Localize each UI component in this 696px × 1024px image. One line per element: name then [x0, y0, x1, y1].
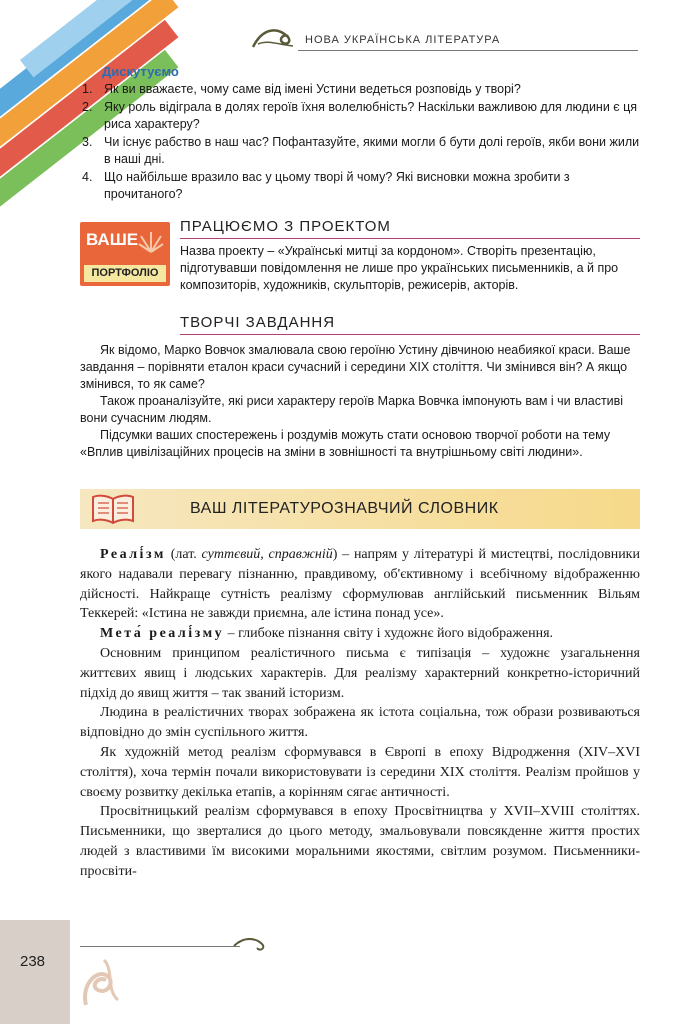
dictionary-paragraph: Як художній метод реалізм сформувався в Європі в епоху Відродження (XIV–XVI століття), хоча термін почали використовувати із середини XIX століття. Реалізм пройшов у своєму розвитку декілька етапів, а корінням сягає античності. — [80, 744, 640, 800]
dictionary-paragraph: Людина в реалістичних творах зображена як істота соціальна, тож образи розвиваються відповідно до змін суспільного життя. — [80, 705, 640, 741]
term-realism-goal: Мета́ реалі́зму — [100, 626, 225, 642]
portfolio-label-bottom: ПОРТФОЛІО — [84, 265, 166, 282]
running-header: НОВА УКРАЇНСЬКА ЛІТЕРАТУРА — [305, 34, 501, 46]
project-text: Назва проекту – «Українські митці за кордоном». Створіть презентацію, підготувавши повідомлення не лише про українських письменників, а й про композиторів, художників, скульпторів, режисерів, акторів. — [180, 244, 619, 292]
portfolio-label-top: ВАШЕ — [86, 230, 139, 249]
dictionary-banner — [80, 489, 640, 529]
creative-paragraph: Як відомо, Марко Вовчок змалювала свою героїню Устину дівчиною неабиякої краси. Ваше завдання – порівняти еталон краси сучасний і середини XIX століття. Чи змінився він? А якщо змінився, то як саме? — [80, 343, 631, 391]
dictionary-title: ВАШ ЛІТЕРАТУРОЗНАВЧИЙ СЛОВНИК — [190, 500, 499, 517]
decorative-swirl-icon — [76, 950, 126, 1010]
dictionary-paragraph: Основним принципом реалістичного письма є типізація – художнє узагальнення життєвих явищ і людських характерів. Для реалізму характерний конкретно-історичний підхід до явищ життя – так званий історизм. — [80, 645, 640, 701]
term-realism: Реалі́зм — [100, 547, 166, 562]
portfolio-badge — [80, 222, 170, 286]
discussion-heading: Дискутуємо — [102, 64, 179, 79]
sunburst-icon — [138, 228, 164, 254]
dictionary-body — [80, 545, 640, 882]
footer-flourish-icon — [232, 934, 272, 956]
margin-bar — [0, 920, 70, 1024]
creative-title: ТВОРЧІ ЗАВДАННЯ — [180, 314, 640, 335]
question-list — [82, 81, 642, 204]
open-book-icon — [90, 493, 136, 525]
list-item: 3. Чи існує рабство в наш час? Пофантазуйте, якими могли б бути долі героїв, якби вони жили в наші дні. — [82, 134, 640, 166]
creative-text — [80, 342, 640, 461]
creative-title-wrap — [180, 314, 640, 335]
creative-paragraph: Також проаналізуйте, які риси характеру героїв Марка Вовчка імпонують вам і чи властиві вони сучасним людям. — [80, 394, 624, 425]
discussion-section — [82, 64, 642, 204]
dictionary-paragraph: Реалі́зм (лат. суттєвий, справжній) – напрям у літературі й мистецтві, послідовники якого надавали перевагу пізнанню, правдивому, об'єктивному і всебічному відображенню дійсності. Найкраще сутність реалізму сформулював англійський письменник Вільям Теккерей: «Істина не завжди приємна, але істина понад усе». — [80, 547, 640, 622]
list-item: 1. Як ви вважаєте, чому саме від імені Устини ведеться розповідь у творі? — [82, 82, 521, 96]
dictionary-paragraph: Мета́ реалі́зму – глибоке пізнання світу і художнє його відображення. — [100, 626, 554, 642]
header-rule — [298, 50, 638, 51]
creative-paragraph: Підсумки ваших спостережень і роздумів можуть стати основою творчої роботи на тему «Вплив цивілізаційних процесів на зміни в зовнішності та внутрішньому світі людини». — [80, 428, 611, 459]
list-item: 4. Що найбільше вразило вас у цьому творі й чому? Які висновки можна зробити з прочитаного? — [82, 169, 570, 201]
dictionary-paragraph: Просвітницький реалізм сформувався в епоху Просвітництва у XVII–XVIII століттях. Письменники, що зверталися до цього методу, змальовували повсякденне життя простих людей з властивими їм високими моральними якостями, світлим розумом. Письменники-просвіти- — [80, 804, 640, 879]
project-title: ПРАЦЮЄМО З ПРОЕКТОМ — [180, 218, 640, 239]
page-number: 238 — [20, 953, 46, 970]
flourish-icon — [248, 22, 298, 52]
footer-rule — [80, 946, 240, 947]
project-section — [180, 218, 640, 294]
list-item: 2. Яку роль відіграла в долях героїв їхня волелюбність? Наскільки важливою для людини є ця риса характеру? — [82, 99, 638, 131]
